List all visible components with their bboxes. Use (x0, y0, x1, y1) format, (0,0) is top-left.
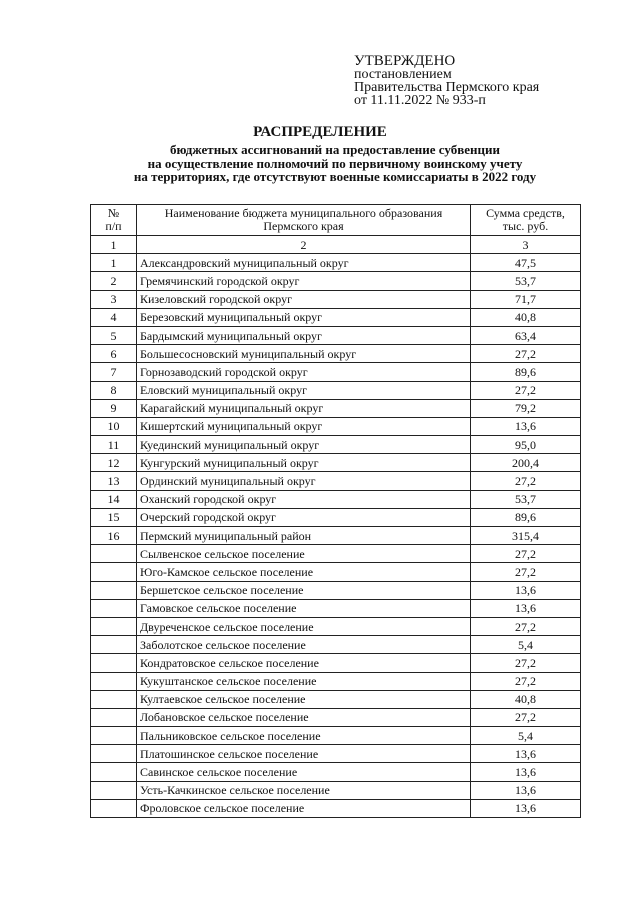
table-row (91, 381, 581, 399)
row-number: 4 (91, 308, 137, 326)
subtitle-line: на осуществление полномочий по первичному воинскому учету (147, 155, 523, 171)
row-name: Бардымский муниципальный округ (137, 326, 471, 344)
table-row (91, 581, 581, 599)
row-sum: 63,4 (471, 326, 581, 344)
row-name: Савинское сельское поселение (137, 763, 471, 781)
approval-line: постановлением (354, 67, 452, 82)
row-name: Гремячинский городской округ (137, 272, 471, 290)
row-name: Ординский муниципальный округ (137, 472, 471, 490)
row-sum: 13,6 (471, 417, 581, 435)
row-sum: 27,2 (471, 472, 581, 490)
row-number (91, 745, 137, 763)
table-row (91, 781, 581, 799)
row-sum: 47,5 (471, 254, 581, 272)
row-sum: 13,6 (471, 763, 581, 781)
table-row (91, 763, 581, 781)
row-number: 2 (91, 272, 137, 290)
row-name: Александровский муниципальный округ (137, 254, 471, 272)
table-row (91, 727, 581, 745)
row-number (91, 563, 137, 581)
table-row (91, 708, 581, 726)
row-name: Кунгурский муниципальный округ (137, 454, 471, 472)
row-sum: 89,6 (471, 363, 581, 381)
table-header-row (91, 205, 581, 236)
header-name: Наименование бюджета муниципального образования Пермского края (137, 205, 471, 236)
table-row (91, 617, 581, 635)
row-sum: 27,2 (471, 654, 581, 672)
col-number: 3 (471, 236, 581, 254)
table-row (91, 326, 581, 344)
approval-date: от 11.11.2022 № 933-п (354, 93, 486, 108)
row-number (91, 799, 137, 817)
row-number: 14 (91, 490, 137, 508)
table-row (91, 490, 581, 508)
approval-line: Правительства Пермского края (354, 80, 540, 95)
table-row (91, 436, 581, 454)
row-name: Фроловское сельское поселение (137, 799, 471, 817)
row-sum: 13,6 (471, 799, 581, 817)
row-name: Оханский городской округ (137, 490, 471, 508)
row-sum: 27,2 (471, 563, 581, 581)
row-sum: 40,8 (471, 308, 581, 326)
table-row (91, 690, 581, 708)
row-number: 16 (91, 527, 137, 545)
table-row (91, 672, 581, 690)
row-number (91, 581, 137, 599)
table-row (91, 599, 581, 617)
row-number (91, 781, 137, 799)
row-name: Куединский муниципальный округ (137, 436, 471, 454)
row-sum: 315,4 (471, 527, 581, 545)
row-number (91, 672, 137, 690)
row-sum: 95,0 (471, 436, 581, 454)
row-name: Пермский муниципальный район (137, 527, 471, 545)
table-row (91, 454, 581, 472)
table-row (91, 527, 581, 545)
row-number: 6 (91, 345, 137, 363)
row-number: 9 (91, 399, 137, 417)
table-row (91, 399, 581, 417)
table-row (91, 272, 581, 290)
row-number: 3 (91, 290, 137, 308)
table-row (91, 417, 581, 435)
row-sum: 27,2 (471, 672, 581, 690)
table-row (91, 508, 581, 526)
row-sum: 200,4 (471, 454, 581, 472)
row-name: Двуреченское сельское поселение (137, 617, 471, 635)
approval-stamp (354, 55, 539, 107)
document-title: РАСПРЕДЕЛЕНИЕ (253, 124, 387, 140)
row-sum: 13,6 (471, 599, 581, 617)
row-name: Очерский городской округ (137, 508, 471, 526)
row-sum: 27,2 (471, 545, 581, 563)
row-number (91, 727, 137, 745)
row-name: Горнозаводский городской округ (137, 363, 471, 381)
row-sum: 27,2 (471, 381, 581, 399)
row-number (91, 617, 137, 635)
table-row (91, 563, 581, 581)
row-sum: 13,6 (471, 745, 581, 763)
row-number: 1 (91, 254, 137, 272)
row-sum: 71,7 (471, 290, 581, 308)
row-name: Кукуштанское сельское поселение (137, 672, 471, 690)
row-number (91, 636, 137, 654)
row-number: 13 (91, 472, 137, 490)
distribution-table (90, 204, 581, 818)
row-number (91, 599, 137, 617)
subtitle-line: бюджетных ассигнований на предоставление субвенции (170, 142, 500, 157)
table-row (91, 745, 581, 763)
row-number (91, 654, 137, 672)
row-sum: 13,6 (471, 581, 581, 599)
row-name: Усть-Качкинское сельское поселение (137, 781, 471, 799)
row-number: 15 (91, 508, 137, 526)
row-number (91, 690, 137, 708)
row-name: Култаевское сельское поселение (137, 690, 471, 708)
header-num: № п/п (91, 205, 137, 236)
row-sum: 89,6 (471, 508, 581, 526)
row-name: Сылвенское сельское поселение (137, 545, 471, 563)
approval-heading: УТВЕРЖДЕНО (354, 53, 456, 69)
row-sum: 27,2 (471, 708, 581, 726)
row-name: Гамовское сельское поселение (137, 599, 471, 617)
row-sum: 27,2 (471, 617, 581, 635)
row-name: Платошинское сельское поселение (137, 745, 471, 763)
row-sum: 13,6 (471, 781, 581, 799)
col-number: 1 (91, 236, 137, 254)
row-number: 10 (91, 417, 137, 435)
table-row (91, 472, 581, 490)
row-name: Кизеловский городской округ (137, 290, 471, 308)
row-sum: 27,2 (471, 345, 581, 363)
row-sum: 5,4 (471, 636, 581, 654)
row-number: 12 (91, 454, 137, 472)
table-row (91, 654, 581, 672)
row-name: Заболотское сельское поселение (137, 636, 471, 654)
row-number: 7 (91, 363, 137, 381)
table-row (91, 799, 581, 817)
row-name: Березовский муниципальный округ (137, 308, 471, 326)
row-name: Большесосновский муниципальный округ (137, 345, 471, 363)
col-number: 2 (137, 236, 471, 254)
row-sum: 79,2 (471, 399, 581, 417)
table-row (91, 545, 581, 563)
row-sum: 53,7 (471, 490, 581, 508)
row-sum: 5,4 (471, 727, 581, 745)
row-number (91, 708, 137, 726)
row-name: Кишертский муниципальный округ (137, 417, 471, 435)
row-number: 5 (91, 326, 137, 344)
table-row (91, 345, 581, 363)
table-row (91, 636, 581, 654)
row-number (91, 763, 137, 781)
subtitle-line: на территориях, где отсутствуют военные комиссариаты в 2022 году (133, 169, 537, 184)
table-row (91, 308, 581, 326)
row-name: Бершетское сельское поселение (137, 581, 471, 599)
table-row (91, 290, 581, 308)
row-name: Лобановское сельское поселение (137, 708, 471, 726)
row-name: Еловский муниципальный округ (137, 381, 471, 399)
row-name: Кондратовское сельское поселение (137, 654, 471, 672)
table-row (91, 363, 581, 381)
row-name: Юго-Камское сельское поселение (137, 563, 471, 581)
row-name: Пальниковское сельское поселение (137, 727, 471, 745)
row-number: 8 (91, 381, 137, 399)
row-sum: 40,8 (471, 690, 581, 708)
row-number (91, 545, 137, 563)
column-number-row (91, 236, 581, 254)
row-sum: 53,7 (471, 272, 581, 290)
header-sum: Сумма средств, тыс. руб. (471, 205, 581, 236)
row-number: 11 (91, 436, 137, 454)
row-name: Карагайский муниципальный округ (137, 399, 471, 417)
table-row (91, 254, 581, 272)
document-subtitle (90, 143, 580, 184)
table-body (91, 254, 581, 818)
